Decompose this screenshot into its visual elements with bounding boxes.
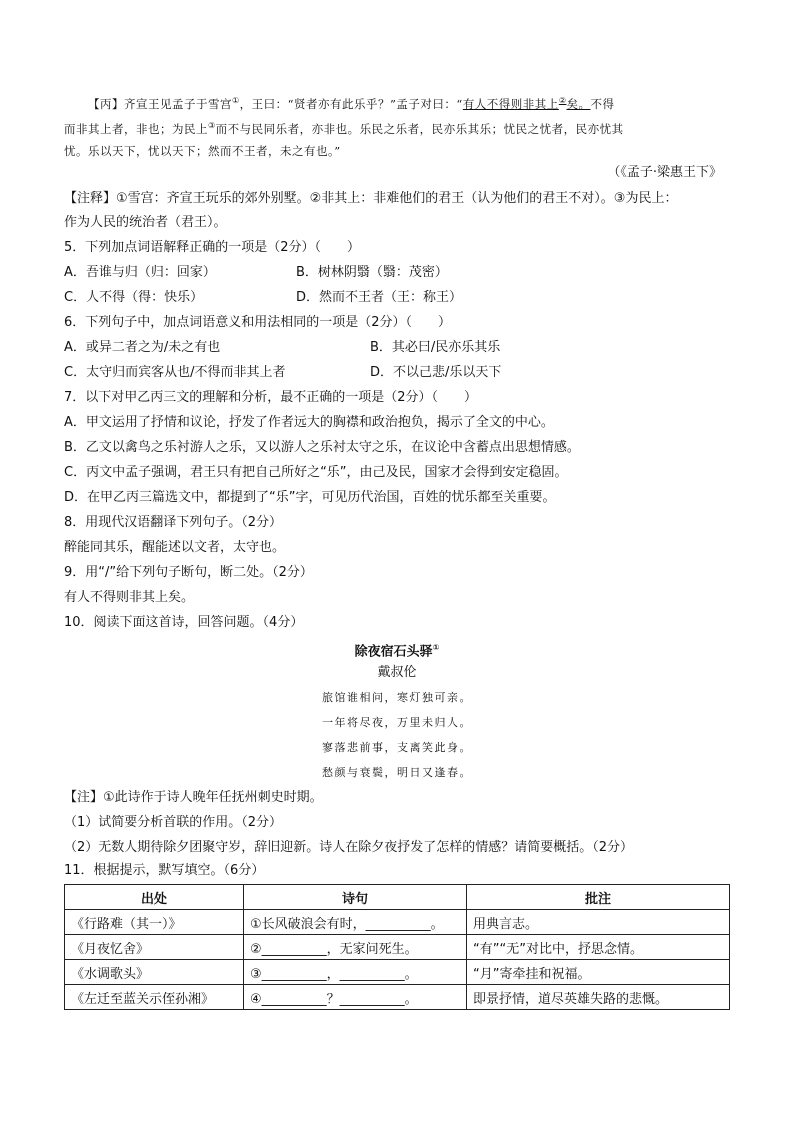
passage-c-line-2: [64, 117, 624, 138]
passage-c-line-1: [88, 92, 614, 113]
row-verse: ④__________？__________。: [244, 985, 467, 1010]
footnote-marker: ③: [208, 121, 216, 130]
q5-option-b: B．树林阴翳（翳：茂密）: [296, 265, 448, 280]
row-annotation: 用典言志。: [467, 910, 730, 935]
q10-stem: 10．阅读下面这首诗，回答问题。（4分）: [64, 615, 304, 630]
passage-text: 不得: [590, 96, 615, 111]
passage-source: （《孟子·梁惠王下》: [607, 165, 722, 180]
q7-option-d: D．在甲乙丙三篇选文中，都提到了“乐”字，可见历代治国，百姓的忧乐都至关重要。: [64, 490, 556, 505]
row-verse: ①长风破浪会有时，__________。: [244, 910, 467, 935]
footnote-marker: ②: [558, 96, 567, 105]
notes-line-1: 【注释】①雪宫：齐宣王玩乐的郊外别墅。②非其上：非难他们的君王（认为他们的君王不对）。③为民上：: [64, 191, 678, 206]
q5-option-d: D．然而不王者（王：称王）: [296, 290, 463, 305]
table-header-row: [65, 885, 730, 910]
row-annotation: “有”“无”对比中，抒思念情。: [467, 935, 730, 960]
q7-option-a: A．甲文运用了抒情和议论，抒发了作者远大的胸襟和政治抱负，揭示了全文的中心。: [64, 415, 554, 430]
table-row: [65, 910, 730, 935]
poem-line-4: 愁颜与衰鬓，明日又逢春。: [322, 766, 472, 779]
row-source: 《月夜忆舍》: [65, 935, 244, 960]
row-source: 《水调歌头》: [65, 960, 244, 985]
row-verse: ③__________，__________。: [244, 960, 467, 985]
q5-option-a: A．吾谁与归（归：回家）: [64, 265, 216, 280]
q9-stem: 9．用“/”给下列句子断句，断二处。（2分）: [64, 565, 313, 580]
underlined-sentence: 有人不得则非其上: [462, 96, 559, 111]
underlined-sentence-end: 矣。: [566, 96, 591, 111]
q7-stem: 7．以下对甲乙丙三文的理解和分析，最不正确的一项是（2分）（ ）: [64, 390, 478, 405]
poem-line-1: 旅馆谁相问，寒灯独可亲。: [322, 691, 472, 704]
footnote-marker: ①: [432, 643, 440, 652]
passage-text: 而不与民同乐者，亦非也。乐民之乐者，民亦乐其乐；忧民之忧者，民亦忧其: [215, 121, 624, 136]
q8-text: 醉能同其乐，醒能述以文者，太守也。: [64, 540, 286, 555]
poem-line-3: 寥落悲前事，支离笑此身。: [322, 741, 472, 754]
notes-line-2: 作为人民的统治者（君王）。: [64, 215, 227, 230]
header-verse: 诗句: [244, 885, 467, 910]
q7-option-c: C．丙文中孟子强调，君王只有把自己所好之“乐”，由己及民，国家才会得到安定稳固。: [64, 465, 568, 480]
header-annotation: 批注: [467, 885, 730, 910]
footnote-marker: ①: [232, 96, 240, 105]
passage-text: 而非其上者，非也；为民上: [64, 121, 208, 136]
q7-option-b: B．乙文以禽鸟之乐衬游人之乐，又以游人之乐衬太守之乐，在议论中含蓄点出思想情感。: [64, 440, 580, 455]
row-source: 《行路难（其一）》: [65, 910, 244, 935]
poem-title: [0, 639, 794, 661]
poem-line-2: 一年将尽夜，万里未归人。: [322, 716, 472, 729]
q10-sub-1: （1）试简要分析首联的作用。（2分）: [64, 815, 283, 830]
row-annotation: “月”寄牵挂和祝福。: [467, 960, 730, 985]
passage-c-line-3: 忧。乐以天下，忧以天下；然而不王者，未之有也。”: [64, 144, 341, 158]
q6-stem: 6．下列句子中，加点词语意义和用法相同的一项是（2分）（ ）: [64, 315, 452, 330]
row-verse: ②__________，无家问死生。: [244, 935, 467, 960]
q9-text: 有人不得则非其上矣。: [64, 590, 195, 605]
table-row: [65, 960, 730, 985]
row-annotation: 即景抒情，道尽英雄失路的悲慨。: [467, 985, 730, 1010]
passage-text: 【丙】齐宣王见孟子于雪宫: [88, 96, 232, 111]
table-row: [65, 935, 730, 960]
q8-stem: 8．用现代汉语翻译下列句子。（2分）: [64, 515, 283, 530]
header-source: 出处: [65, 885, 244, 910]
passage-text: ，王曰：“贤者亦有此乐乎？”孟子对曰：“: [239, 96, 463, 111]
q6-option-b: B．其必曰/民亦乐其乐: [370, 340, 501, 355]
q10-sub-2: （2）无数人期待除夕团聚守岁，辞旧迎新。诗人在除夕夜抒发了怎样的情感？请简要概括。（2分）: [64, 840, 634, 855]
q5-option-c: C．人不得（得：快乐）: [64, 290, 204, 305]
q6-option-a: A．或异二者之为/未之有也: [64, 340, 221, 355]
poem-title-text: 除夜宿石头驿: [354, 644, 433, 660]
row-source: 《左迁至蓝关示侄孙湘》: [65, 985, 244, 1010]
poem-author: 戴叔伦: [377, 665, 417, 680]
q11-stem: 11．根据提示，默写填空。（6分）: [64, 863, 265, 878]
q6-option-d: D．不以己悲/乐以天下: [370, 365, 502, 380]
poem-note: 【注】①此诗作于诗人晚年任抚州刺史时期。: [64, 790, 323, 805]
q5-stem: 5．下列加点词语解释正确的一项是（2分）（ ）: [64, 240, 361, 255]
q6-option-c: C．太守归而宾客从也/不得而非其上者: [64, 365, 286, 380]
dictation-table: [64, 884, 730, 1010]
table-row: [65, 985, 730, 1010]
